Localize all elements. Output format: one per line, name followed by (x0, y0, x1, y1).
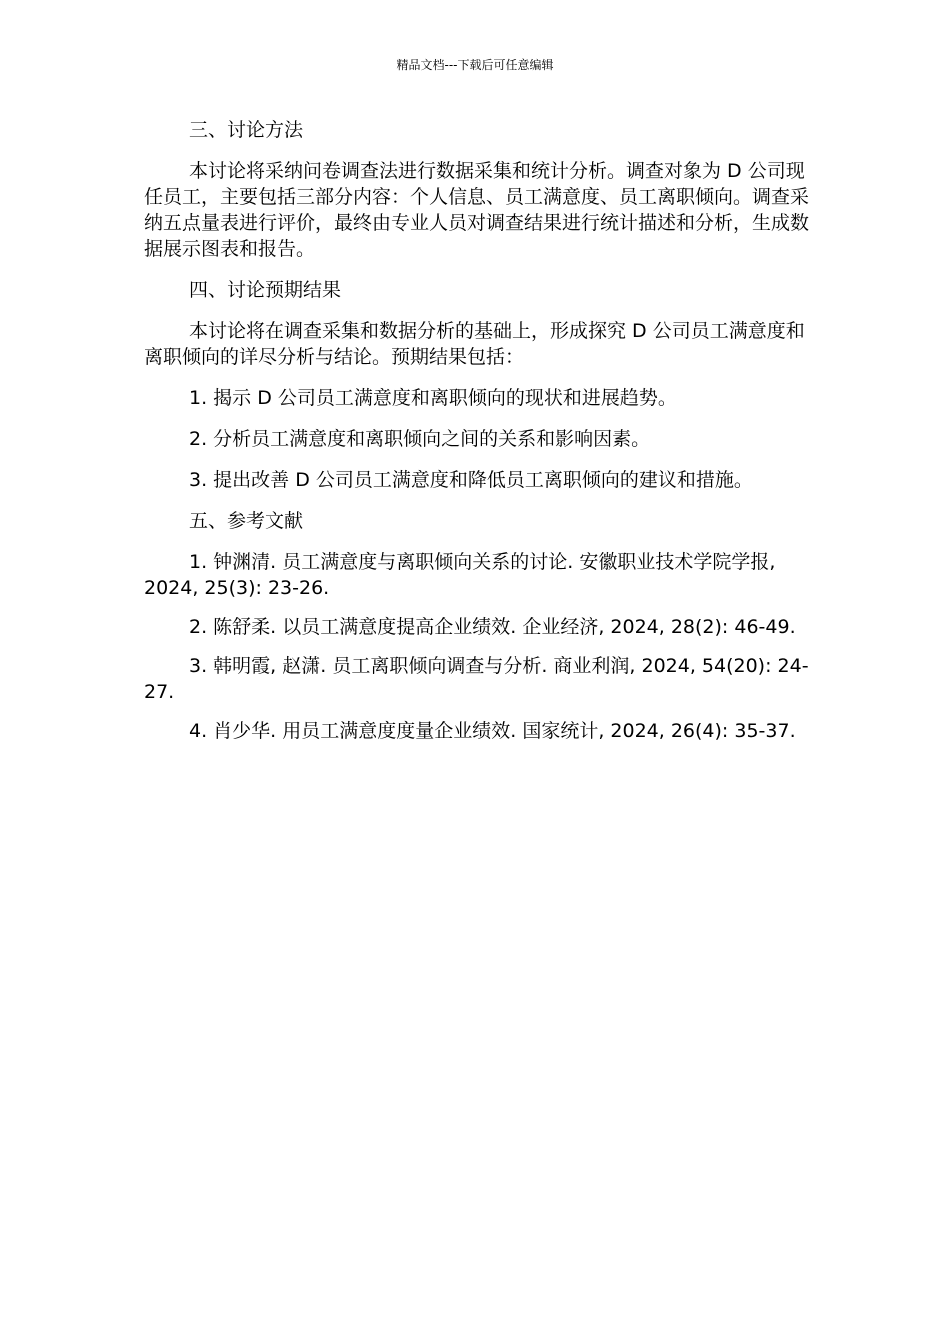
expected-result-item: 1. 揭示 D 公司员工满意度和离职倾向的现状和进展趋势。 (189, 387, 677, 409)
expected-results-heading: 四、讨论预期结果 (189, 279, 342, 301)
methods-paragraph: 本讨论将采纳问卷调查法进行数据采集和统计分析。调查对象为 D 公司现任员工，主要包括三部分内容：个人信息、员工满意度、员工离职倾向。调查采纳五点量表进行评价，最终由专业人员对调查结果进行统计描述和分析，生成数据展示图表和报告。 (144, 160, 810, 260)
references-heading: 五、参考文献 (189, 510, 304, 532)
document-body (144, 117, 809, 757)
page-header: 精品文档---下载后可任意编辑 (396, 58, 554, 72)
reference-item: 4. 肖少华. 用员工满意度度量企业绩效. 国家统计, 2024, 26(4): 35-37. (189, 720, 796, 742)
expected-results-paragraph: 本讨论将在调查采集和数据分析的基础上，形成探究 D 公司员工满意度和离职倾向的详尽分析与结论。预期结果包括： (144, 320, 805, 368)
expected-result-item: 3. 提出改善 D 公司员工满意度和降低员工离职倾向的建议和措施。 (189, 469, 753, 491)
reference-item: 2. 陈舒柔. 以员工满意度提高企业绩效. 企业经济, 2024, 28(2): 46-49. (189, 616, 796, 638)
methods-heading: 三、讨论方法 (189, 119, 304, 141)
reference-item: 3. 韩明霞, 赵潇. 员工离职倾向调查与分析. 商业利润, 2024, 54(20): 24-27. (144, 655, 809, 703)
reference-item: 1. 钟渊清. 员工满意度与离职倾向关系的讨论. 安徽职业技术学院学报, 2024, 25(3): 23-26. (144, 551, 776, 599)
expected-result-item: 2. 分析员工满意度和离职倾向之间的关系和影响因素。 (189, 428, 651, 450)
